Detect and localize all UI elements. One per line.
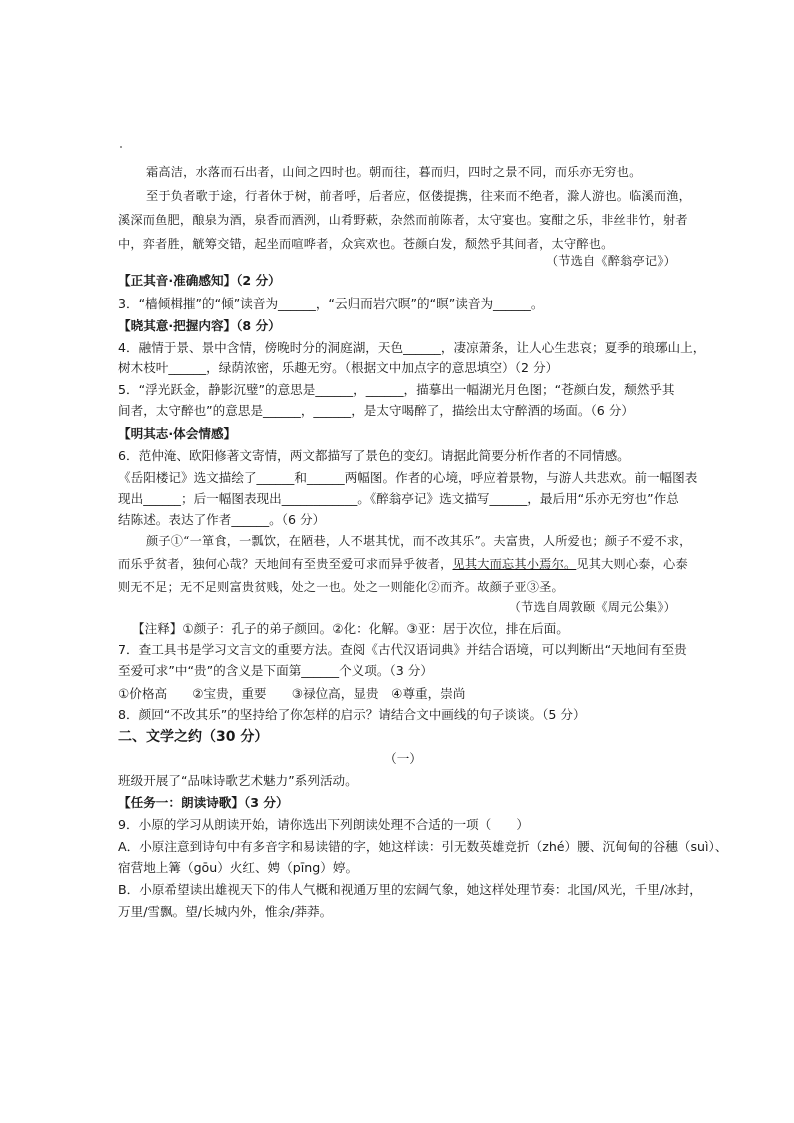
- option-b-line-1: B．小原希望读出雄视天下的伟人气概和视通万里的宏阔气象，她这样处理节奏：北国/风光，千里/冰封，: [118, 882, 702, 897]
- section-c-heading: 【明其志·体会情感】: [118, 426, 237, 441]
- option-b-line-2: 万里/雪飘。望/长城内外，惟余/莽莽。: [118, 904, 333, 919]
- passage1-source: （节选自《醉翁亭记》）: [545, 254, 676, 268]
- question-6-line-2: 《岳阳楼记》选文描绘了______和______两幅图。作者的心境，呼应着景物，与游人共悲欢。前一幅图表: [118, 470, 698, 485]
- question-5-line-1: 5．“浮光跃金，静影沉璧”的意思是______，______，描摹出一幅湖光月色图；“苍颜白发，颓然乎其: [118, 382, 675, 397]
- passage1-line-4: 中，弈者胜，觥筹交错，起坐而喧哗者，众宾欢也。苍颜白发，颓然乎其间者，太守醉也。: [118, 237, 614, 251]
- part-2-heading: 二、文学之约（30 分）: [118, 729, 269, 745]
- passage2-line-1: 颜子①“一箪食，一瓢饮，在陋巷，人不堪其忧，而不改其乐”。夫富贵，人所爱也；颜子不爱不求，: [146, 534, 692, 548]
- passage2-line-2: [118, 554, 688, 574]
- question-6-line-1: 6．范仲淹、欧阳修著文寄情，两文都描写了景色的变幻。请据此简要分析作者的不同情感。: [118, 448, 630, 463]
- question-8: 8．颜回“不改其乐”的坚持给了你怎样的启示？请结合文中画线的句子谈谈。（5 分）: [118, 707, 586, 722]
- underlined-sentence: 见其大而忘其小焉尔。: [452, 557, 577, 571]
- question-7-line-2: 至爱可求”中“贵”的含义是下面第______个义项。（3 分）: [118, 663, 433, 678]
- passage2-source: （节选自周敦颐《周元公集》）: [508, 600, 676, 614]
- passage1-line-2: 至于负者歌于途，行者休于树，前者呼，后者应，伛偻提携，往来而不绝者，滁人游也。临溪而渔，: [146, 189, 692, 203]
- part-2-subheading: （一）: [384, 751, 422, 766]
- passage2-line-2-end: 见其大则心泰，心泰: [576, 557, 688, 571]
- section-a-heading: 【正其音·准确感知】（2 分）: [118, 273, 281, 288]
- option-a-line-2: 宿营地上篝（gōu）火红、娉（pīng）婷。: [118, 860, 359, 875]
- task-1-heading: 【任务一：朗读诗歌】（3 分）: [118, 795, 289, 810]
- question-6-line-4: 结陈述。表达了作者______。（6 分）: [118, 512, 326, 527]
- part-2-intro: 班级开展了“品味诗歌艺术魅力”系列活动。: [118, 773, 358, 788]
- question-9: 9．小原的学习从朗读开始，请你选出下列朗读处理不合适的一项（ ）: [118, 817, 530, 832]
- question-4-line-1: 4．融情于景、景中含情，傍晚时分的洞庭湖，天色______，凄凉萧条，让人心生悲哀；夏季的琅琊山上，: [118, 340, 706, 355]
- passage2-line-3: 则无不足；无不足则富贵贫贱，处之一也。处之一则能化②而齐。故颜子亚③圣。: [118, 580, 564, 594]
- passage1-line-3: 溪深而鱼肥，酿泉为酒，泉香而酒洌，山肴野蔌，杂然而前陈者，太守宴也。宴酣之乐，非丝非竹，射者: [118, 213, 688, 227]
- question-6-line-3: 现出______；后一幅图表现出____________。《醉翁亭记》选文描写______，最后用“乐亦无穷也”作总: [118, 491, 679, 506]
- question-3: 3．“樯倾楫摧”的“倾”读音为______，“云归而岩穴暝”的“暝”读音为______。: [118, 296, 544, 311]
- passage2-line-2-start: 而乐乎贫者，独何心哉？天地间有至贵至爱可求而异乎彼者，: [118, 557, 453, 571]
- option-a-line-1: A．小原注意到诗句中有多音字和易读错的字，她这样读：引无数英雄竞折（zhé）腰、沉甸甸的谷穗（suì）、: [118, 839, 728, 854]
- question-4-line-2: 树木枝叶______，绿荫浓密，乐趣无穷。（根据文中加点字的意思填空）（2 分）: [118, 360, 559, 375]
- question-7-options: ①价格高 ②宝贵，重要 ③禄位高，显贵 ④尊重，崇尚: [118, 686, 466, 701]
- passage1-line-1: 霜高洁，水落而石出者，山间之四时也。朝而往，暮而归，四时之景不同，而乐亦无穷也。: [146, 165, 642, 179]
- section-b-heading: 【晓其意·把握内容】（8 分）: [118, 318, 281, 333]
- question-5-line-2: 间者，太守醉也”的意思是______，______，是太守喝醉了，描绘出太守醉酒的场面。（6 分）: [118, 403, 634, 418]
- scan-speck: [120, 146, 122, 148]
- annotation-notes: 【注释】①颜子：孔子的弟子颜回。②化：化解。③亚：居于次位，排在后面。: [132, 621, 569, 636]
- question-7-line-1: 7．查工具书是学习文言文的重要方法。查阅《古代汉语词典》并结合语境，可以判断出“天地间有至贵: [118, 642, 687, 657]
